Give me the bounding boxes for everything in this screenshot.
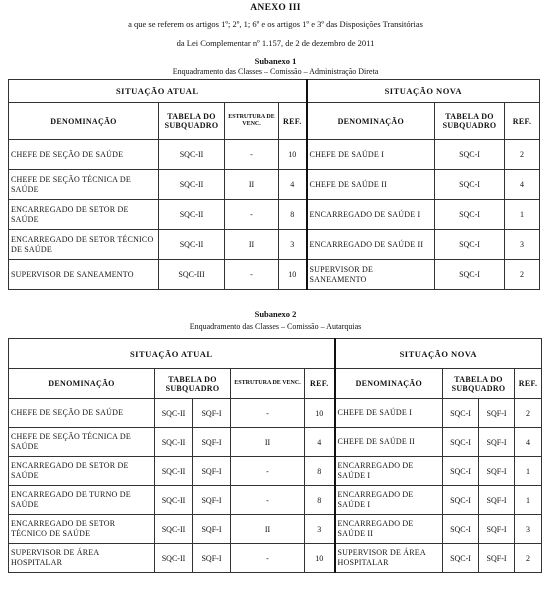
new-table-sqc: SQC-I [443,399,479,428]
new-ref: 4 [515,428,542,457]
new-ref: 1 [515,486,542,515]
current-structure: II [231,515,305,544]
new-table: SQC-I [435,170,505,200]
current-table-sqc: SQC-II [155,457,193,486]
annex-title: ANEXO III [250,3,301,13]
col-header-denominacao-new: DENOMINAÇÃO [307,103,435,140]
current-structure: - [231,544,305,573]
new-ref: 1 [505,200,540,230]
current-ref: 3 [305,515,335,544]
table-row [9,544,542,573]
current-ref: 10 [279,260,307,290]
new-table-sqf: SQF-I [479,428,515,457]
current-table-sqf: SQF-I [193,457,231,486]
subannex-1-title: Subanexo 1 [254,56,297,66]
subannex-2-table [8,338,542,573]
group-header-new: SITUAÇÃO NOVA [335,339,542,369]
new-table-sqf: SQF-I [479,544,515,573]
new-ref: 2 [505,140,540,170]
new-table-sqf: SQF-I [479,486,515,515]
table-row [9,486,542,515]
current-table-sqf: SQF-I [193,486,231,515]
current-table-sqf: SQF-I [193,428,231,457]
current-denomination: CHEFE DE SEÇÃO DE SAÚDE [9,399,155,428]
table-row [9,170,540,200]
new-table-sqf: SQF-I [479,457,515,486]
col-header-estrutura: ESTRUTURA DE VENC. [231,369,305,399]
current-table: SQC-II [159,170,225,200]
new-table: SQC-I [435,140,505,170]
col-header-ref: REF. [305,369,335,399]
subannex-2-title: Subanexo 2 [254,309,297,319]
table-row [9,399,542,428]
current-denomination: SUPERVISOR DE ÁREA HOSPITALAR [9,544,155,573]
new-denomination: ENCARREGADO DE SAÚDE II [335,515,443,544]
current-table-sqc: SQC-II [155,544,193,573]
new-denomination: ENCARREGADO DE SAÚDE II [307,230,435,260]
current-structure: - [231,486,305,515]
new-denomination: ENCARREGADO DE SAÚDE I [335,457,443,486]
current-structure: - [225,200,279,230]
current-ref: 4 [279,170,307,200]
new-denomination: CHEFE DE SAÚDE I [335,399,443,428]
new-ref: 3 [515,515,542,544]
current-table: SQC-III [159,260,225,290]
subannex-1-table [8,79,540,290]
new-table-sqc: SQC-I [443,515,479,544]
table-row [9,230,540,260]
col-header-denominacao: DENOMINAÇÃO [9,369,155,399]
new-ref: 2 [515,399,542,428]
col-header-ref-new: REF. [505,103,540,140]
group-header-new: SITUAÇÃO NOVA [307,80,540,103]
col-header-tabela: TABELA DO SUBQUADRO [155,369,231,399]
new-denomination: ENCARREGADO DE SAÚDE I [335,486,443,515]
group-header-current: SITUAÇÃO ATUAL [9,80,307,103]
col-header-ref-new: REF. [515,369,542,399]
annex-law-line: da Lei Complementar nº 1.157, de 2 de dezembro de 2011 [176,38,375,48]
col-header-estrutura: ESTRUTURA DE VENC. [225,103,279,140]
group-header-current: SITUAÇÃO ATUAL [9,339,335,369]
current-structure: II [225,230,279,260]
current-ref: 3 [279,230,307,260]
col-header-denominacao: DENOMINAÇÃO [9,103,159,140]
new-ref: 4 [505,170,540,200]
current-ref: 10 [305,544,335,573]
new-table-sqc: SQC-I [443,486,479,515]
subannex-2-description: Enquadramento das Classes – Comissão – Autarquias [189,322,362,331]
current-table: SQC-II [159,230,225,260]
new-table: SQC-I [435,260,505,290]
current-table: SQC-II [159,200,225,230]
current-ref: 8 [305,486,335,515]
table-row [9,428,542,457]
current-denomination: SUPERVISOR DE SANEAMENTO [9,260,159,290]
current-table-sqc: SQC-II [155,515,193,544]
col-header-tabela-new: TABELA DO SUBQUADRO [443,369,515,399]
new-ref: 2 [505,260,540,290]
new-table-sqc: SQC-I [443,544,479,573]
annex-reference-line: a que se referem os artigos 1º; 2º, 1; 6º e os artigos 1º e 3º das Disposições Transitórias [128,19,423,29]
col-header-tabela: TABELA DO SUBQUADRO [159,103,225,140]
new-ref: 2 [515,544,542,573]
new-table-sqf: SQF-I [479,515,515,544]
current-denomination: CHEFE DE SEÇÃO DE SAÚDE [9,140,159,170]
new-table-sqf: SQF-I [479,399,515,428]
current-structure: II [231,428,305,457]
new-denomination: SUPERVISOR DE SANEAMENTO [307,260,435,290]
new-table-sqc: SQC-I [443,428,479,457]
new-denomination: CHEFE DE SAÚDE I [307,140,435,170]
current-denomination: ENCARREGADO DE SETOR TÉCNICO DE SAÚDE [9,515,155,544]
current-table: SQC-II [159,140,225,170]
new-table-sqc: SQC-I [443,457,479,486]
new-denomination: SUPERVISOR DE ÁREA HOSPITALAR [335,544,443,573]
current-denomination: ENCARREGADO DE SETOR DE SAÚDE [9,457,155,486]
col-header-denominacao-new: DENOMINAÇÃO [335,369,443,399]
table-row [9,515,542,544]
col-header-tabela-new: TABELA DO SUBQUADRO [435,103,505,140]
current-table-sqc: SQC-II [155,486,193,515]
current-structure: - [231,457,305,486]
current-table-sqc: SQC-II [155,399,193,428]
current-denomination: ENCARREGADO DE SETOR DE SAÚDE [9,200,159,230]
table-row [9,200,540,230]
new-table: SQC-I [435,200,505,230]
current-denomination: ENCARREGADO DE TURNO DE SAÚDE [9,486,155,515]
current-table-sqf: SQF-I [193,399,231,428]
current-structure: - [231,399,305,428]
subannex-1-description: Enquadramento das Classes – Comissão – Administração Direta [172,67,379,76]
current-table-sqf: SQF-I [193,544,231,573]
new-denomination: CHEFE DE SAÚDE II [335,428,443,457]
new-ref: 1 [515,457,542,486]
new-denomination: CHEFE DE SAÚDE II [307,170,435,200]
current-structure: II [225,170,279,200]
current-table-sqf: SQF-I [193,515,231,544]
current-denomination: CHEFE DE SEÇÃO TÉCNICA DE SAÚDE [9,428,155,457]
current-structure: - [225,140,279,170]
current-table-sqc: SQC-II [155,428,193,457]
current-ref: 10 [305,399,335,428]
current-ref: 10 [279,140,307,170]
table-row [9,140,540,170]
current-structure: - [225,260,279,290]
current-ref: 8 [279,200,307,230]
current-denomination: CHEFE DE SEÇÃO TÉCNICA DE SAÚDE [9,170,159,200]
col-header-ref: REF. [279,103,307,140]
current-ref: 8 [305,457,335,486]
new-ref: 3 [505,230,540,260]
table-row [9,457,542,486]
current-ref: 4 [305,428,335,457]
new-table: SQC-I [435,230,505,260]
current-denomination: ENCARREGADO DE SETOR TÉCNICO DE SAÚDE [9,230,159,260]
table-row [9,260,540,290]
new-denomination: ENCARREGADO DE SAÚDE I [307,200,435,230]
